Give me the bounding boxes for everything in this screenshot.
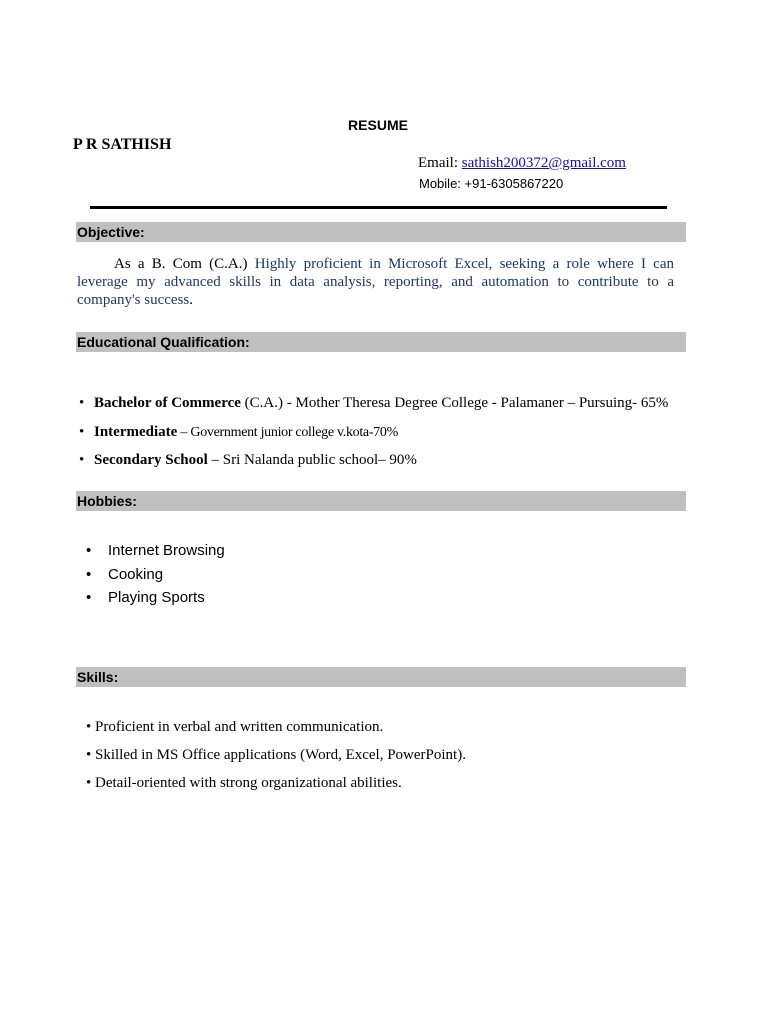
bullet: • bbox=[86, 589, 92, 606]
hobby-item bbox=[86, 566, 163, 583]
education-degree: Secondary School bbox=[94, 452, 208, 468]
bullet: • bbox=[79, 424, 85, 440]
bullet: • bbox=[79, 395, 85, 411]
education-item bbox=[79, 452, 417, 469]
objective-lead: As a B. Com (C.A.) bbox=[114, 256, 248, 272]
skill-item: • Detail-oriented with strong organizational abilities. bbox=[86, 775, 402, 791]
education-degree: Intermediate bbox=[94, 424, 178, 440]
hobbies-heading: Hobbies: bbox=[77, 493, 137, 509]
skill-item: • Skilled in MS Office applications (Word, Excel, PowerPoint). bbox=[86, 747, 466, 763]
bullet: • bbox=[86, 542, 92, 559]
email-line bbox=[418, 155, 626, 172]
education-heading: Educational Qualification: bbox=[77, 334, 250, 350]
document-title: RESUME bbox=[348, 117, 408, 133]
education-item bbox=[79, 395, 668, 412]
objective-heading: Objective: bbox=[77, 224, 145, 240]
education-detail: – Government junior college v.kota-70% bbox=[177, 425, 398, 440]
mobile-number: Mobile: +91-6305867220 bbox=[419, 176, 564, 191]
objective-heading-bar bbox=[76, 222, 686, 242]
skills-heading: Skills: bbox=[77, 669, 119, 685]
skill-item: • Proficient in verbal and written communication. bbox=[86, 719, 384, 735]
email-label: Email: bbox=[418, 155, 458, 171]
candidate-name: P R SATHISH bbox=[73, 136, 172, 153]
objective-paragraph bbox=[77, 255, 674, 309]
education-item bbox=[79, 424, 398, 441]
objective-end: . bbox=[189, 292, 194, 308]
objective-text: Highly proficient in Microsoft Excel, seeking a role where I can leverage my advanced skills in data analysis, reporting, and automation to contribute to a company's success bbox=[77, 256, 675, 308]
hobby-label: Internet Browsing bbox=[108, 542, 225, 559]
education-degree: Bachelor of Commerce bbox=[94, 395, 241, 411]
education-detail: (C.A.) - Mother Theresa Degree College - Palamaner – Pursuing- 65% bbox=[240, 395, 669, 411]
hobby-item bbox=[86, 589, 205, 606]
skills-heading-bar bbox=[76, 667, 686, 687]
bullet: • bbox=[79, 452, 85, 468]
email-link[interactable]: sathish200372@gmail.com bbox=[461, 155, 626, 171]
hobbies-heading-bar bbox=[76, 491, 686, 511]
bullet: • bbox=[86, 566, 92, 583]
education-heading-bar bbox=[76, 332, 686, 352]
header-divider bbox=[90, 206, 667, 209]
hobby-label: Playing Sports bbox=[108, 589, 205, 606]
education-detail: – Sri Nalanda public school– 90% bbox=[207, 452, 417, 468]
hobby-item bbox=[86, 542, 225, 559]
hobby-label: Cooking bbox=[108, 566, 164, 583]
